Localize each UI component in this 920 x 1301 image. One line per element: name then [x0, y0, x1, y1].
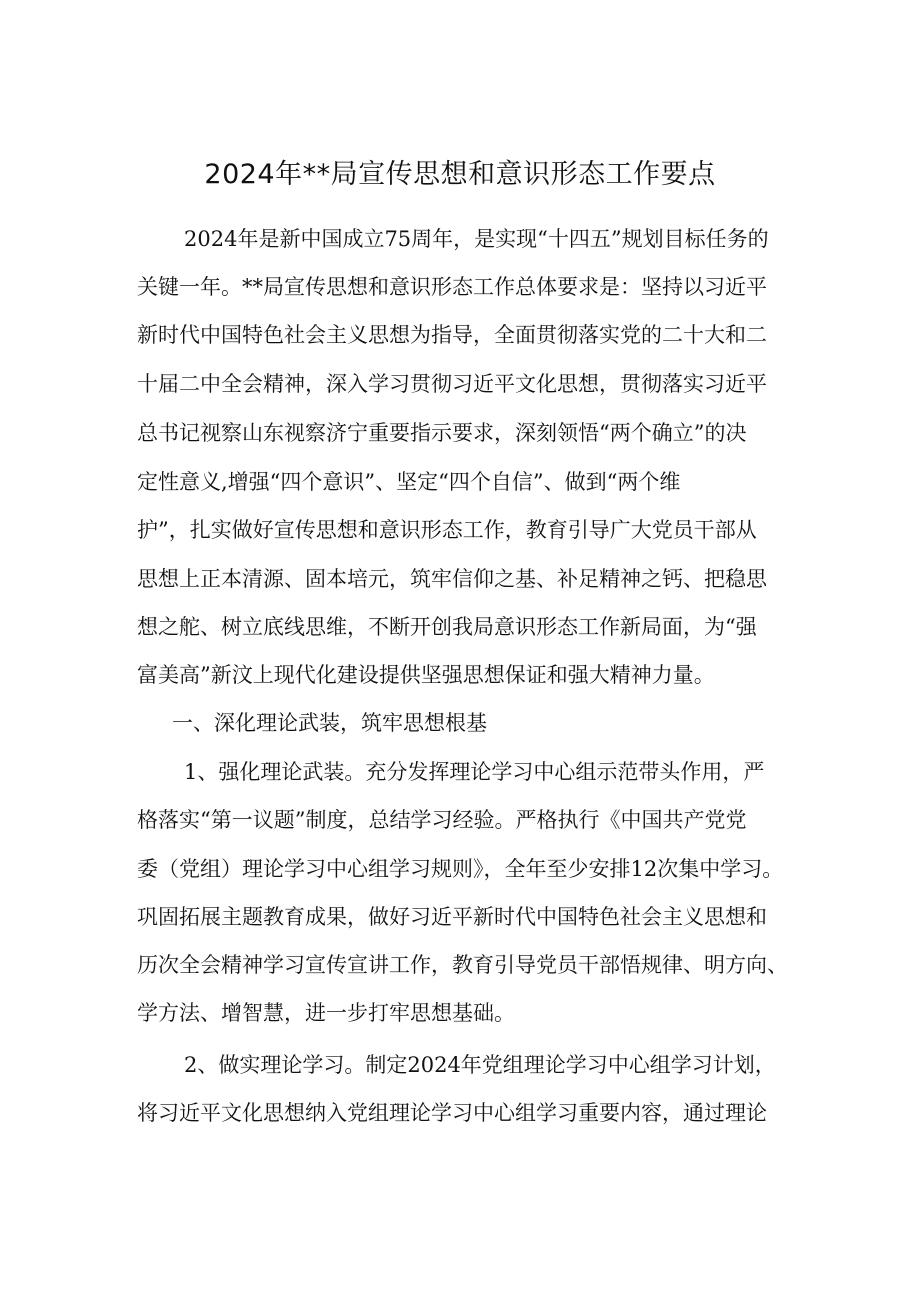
intro-paragraph-line-9: 想之舵、树立底线思维，不断开创我局意识形态工作新局面，为“强	[137, 615, 757, 639]
item-1-line-5: 历次全会精神学习宣传宣讲工作，教育引导党员干部悟规律、明方向、	[137, 953, 788, 977]
intro-paragraph-line-8: 思想上正本清源、固本培元，筑牢信仰之基、补足精神之钙、把稳思	[137, 567, 767, 591]
intro-paragraph-line-7: 护”，扎实做好宣传思想和意识形态工作，教育引导广大党员干部从	[137, 518, 757, 542]
intro-paragraph-line-6: 定性意义,增强“四个意识”、坚定“四个自信”、做到“两个维	[137, 470, 681, 494]
item-1-line-2: 格落实“第一议题”制度，总结学习经验。严格执行《中国共产党党	[137, 808, 747, 832]
intro-paragraph-line-4: 十届二中全会精神，深入学习贯彻习近平文化思想，贯彻落实习近平	[137, 372, 767, 396]
intro-paragraph-line-5: 总书记视察山东视察济宁重要指示要求，深刻领悟“两个确立”的决	[137, 421, 747, 445]
document-title: 2024年**局宣传思想和意识形态工作要点	[204, 159, 716, 190]
item-1-line-6: 学方法、增智慧，进一步打牢思想基础。	[137, 1001, 515, 1025]
intro-paragraph-line-1: 2024年是新中国成立75周年，是实现“十四五”规划目标任务的	[184, 227, 769, 251]
item-1-line-1: 1、强化理论武装。充分发挥理论学习中心组示范带头作用，严	[184, 760, 765, 784]
intro-paragraph-line-2: 关键一年。**局宣传思想和意识形态工作总体要求是：坚持以习近平	[137, 275, 767, 299]
intro-paragraph-line-10: 富美高”新汶上现代化建设提供坚强思想保证和强大精神力量。	[137, 663, 715, 687]
item-1-line-4: 巩固拓展主题教育成果，做好习近平新时代中国特色社会主义思想和	[137, 905, 767, 929]
item-2-line-2: 将习近平文化思想纳入党组理论学习中心组学习重要内容，通过理论	[137, 1101, 767, 1125]
item-1-line-3: 委（党组）理论学习中心组学习规则》，全年至少安排12次集中学习。	[137, 857, 784, 881]
section-heading-1: 一、深化理论武装，筑牢思想根基	[172, 711, 487, 735]
item-2-line-1: 2、做实理论学习。制定2024年党组理论学习中心组学习计划，	[184, 1053, 776, 1077]
intro-paragraph-line-3: 新时代中国特色社会主义思想为指导，全面贯彻落实党的二十大和二	[137, 323, 767, 347]
